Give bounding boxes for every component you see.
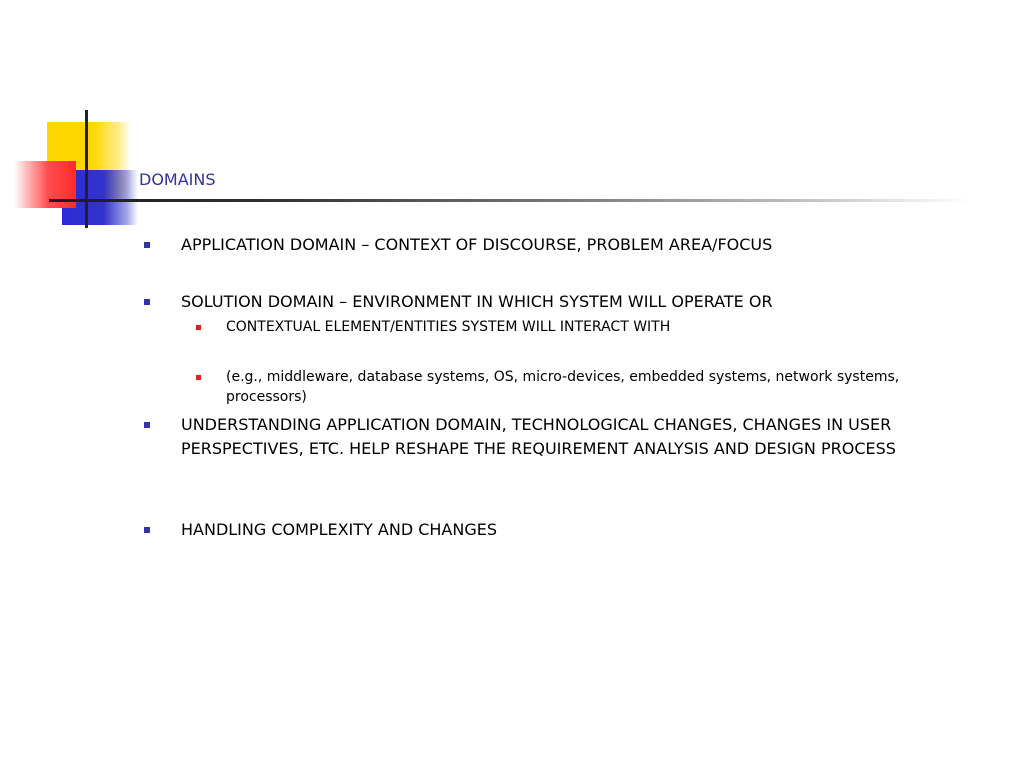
sub-bullet-marker bbox=[196, 325, 201, 330]
bullet-text: SOLUTION DOMAIN – ENVIRONMENT IN WHICH SYSTEM WILL OPERATE OR bbox=[181, 292, 773, 311]
bullet-text: HANDLING COMPLEXITY AND CHANGES bbox=[181, 520, 498, 539]
bullet-text: APPLICATION DOMAIN – CONTEXT OF DISCOURSE, PROBLEM AREA/FOCUS bbox=[181, 235, 773, 254]
sub-bullet-text: CONTEXTUAL ELEMENT/ENTITIES SYSTEM WILL INTERACT WITH bbox=[226, 319, 671, 335]
bullet-marker bbox=[144, 422, 150, 428]
bullet-text: UNDERSTANDING APPLICATION DOMAIN, TECHNOLOGICAL CHANGES, CHANGES IN USER PERSPECTIVES, ETC. HELP RESHAPE THE REQUIREMENT ANALYSIS AND DESIGN PROCESS bbox=[181, 415, 896, 458]
sub-bullet-text: (e.g., middleware, database systems, OS, micro-devices, embedded systems, network systems, processors) bbox=[226, 369, 900, 405]
sub-bullet-marker bbox=[196, 375, 201, 380]
slide-title: DOMAINS bbox=[139, 170, 216, 189]
bullet-marker bbox=[144, 527, 150, 533]
title-underline bbox=[49, 199, 969, 202]
logo-vertical-line bbox=[85, 110, 88, 228]
bullet-marker bbox=[144, 242, 150, 248]
bullet-marker bbox=[144, 299, 150, 305]
